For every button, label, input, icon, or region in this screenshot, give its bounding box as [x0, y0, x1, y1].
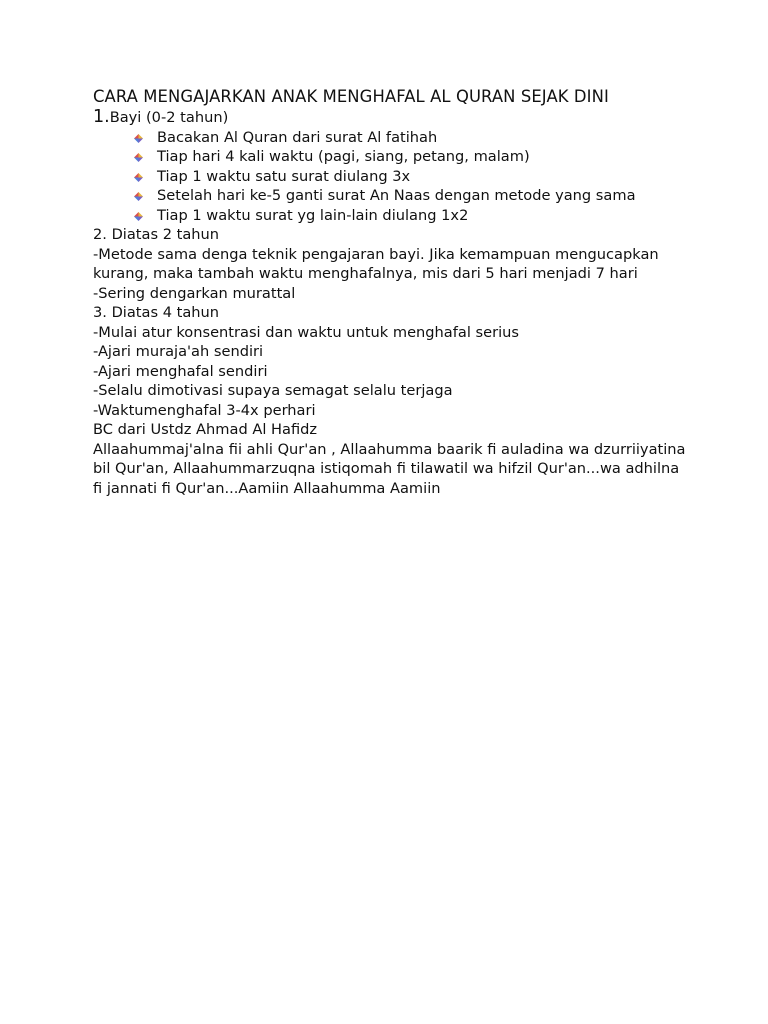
bullet-text: Tiap 1 waktu surat yg lain-lain diulang 1x2	[157, 206, 469, 224]
bullet-text: Tiap hari 4 kali waktu (pagi, siang, petang, malam)	[157, 148, 530, 165]
section-3-line: -Ajari menghafal sendiri	[93, 362, 268, 380]
bullet-text: Setelah hari ke-5 ganti surat An Naas dengan metode yang sama	[157, 187, 636, 204]
section-2-heading: 2. Diatas 2 tahun	[93, 226, 220, 243]
bullet-text: Bacakan Al Quran dari surat Al fatihah	[157, 128, 438, 146]
colored-diamond-bullet-icon	[134, 153, 143, 162]
list-item	[157, 206, 693, 226]
list-item	[157, 186, 693, 206]
list-item	[157, 147, 693, 167]
section-3-line: -Ajari muraja'ah sendiri	[93, 343, 264, 360]
bullet-text: Tiap 1 waktu satu surat diulang 3x	[157, 167, 411, 185]
section-3-line: -Selalu dimotivasi supaya semagat selalu terjaga	[93, 382, 453, 399]
section-1-label: Bayi (0-2 tahun)	[109, 109, 229, 126]
document-body	[93, 86, 693, 498]
section-3-line: -Mulai atur konsentrasi dan waktu untuk menghafal serius	[93, 323, 520, 341]
list-item	[157, 167, 693, 187]
section-3-heading: 3. Diatas 4 tahun	[93, 304, 220, 321]
section-1-bullet-list	[93, 128, 693, 226]
section-3-line: -Waktumenghafal 3-4x perhari	[93, 401, 316, 419]
colored-diamond-bullet-icon	[134, 134, 143, 143]
colored-diamond-bullet-icon	[134, 192, 143, 201]
section-1-heading	[93, 108, 693, 128]
document-title: CARA MENGAJARKAN ANAK MENGHAFAL AL QURAN SEJAK DINI	[93, 87, 609, 106]
section-1-number: 1.	[93, 107, 110, 127]
section-2-line: -Metode sama denga teknik pengajaran bayi. Jika kemampuan mengucapkan kurang, maka tambah waktu menghafalnya, mis dari 5 hari menjadi 7 hari	[93, 245, 659, 282]
colored-diamond-bullet-icon	[134, 173, 143, 182]
closing-prayer: Allaahummaj'alna fii ahli Qur'an , Allaahumma baarik fi auladina wa dzurriiyatina bil Qur'an, Allaahummarzuqna istiqomah fi tilawatil wa hifzil Qur'an...wa adhilna fi jannati fi Qur'an...Aamiin Allaahumma Aamiin	[93, 440, 686, 497]
list-item	[157, 128, 693, 148]
section-2-line: -Sering dengarkan murattal	[93, 284, 296, 302]
source-credit: BC dari Ustdz Ahmad Al Hafidz	[93, 421, 318, 438]
colored-diamond-bullet-icon	[134, 212, 143, 221]
